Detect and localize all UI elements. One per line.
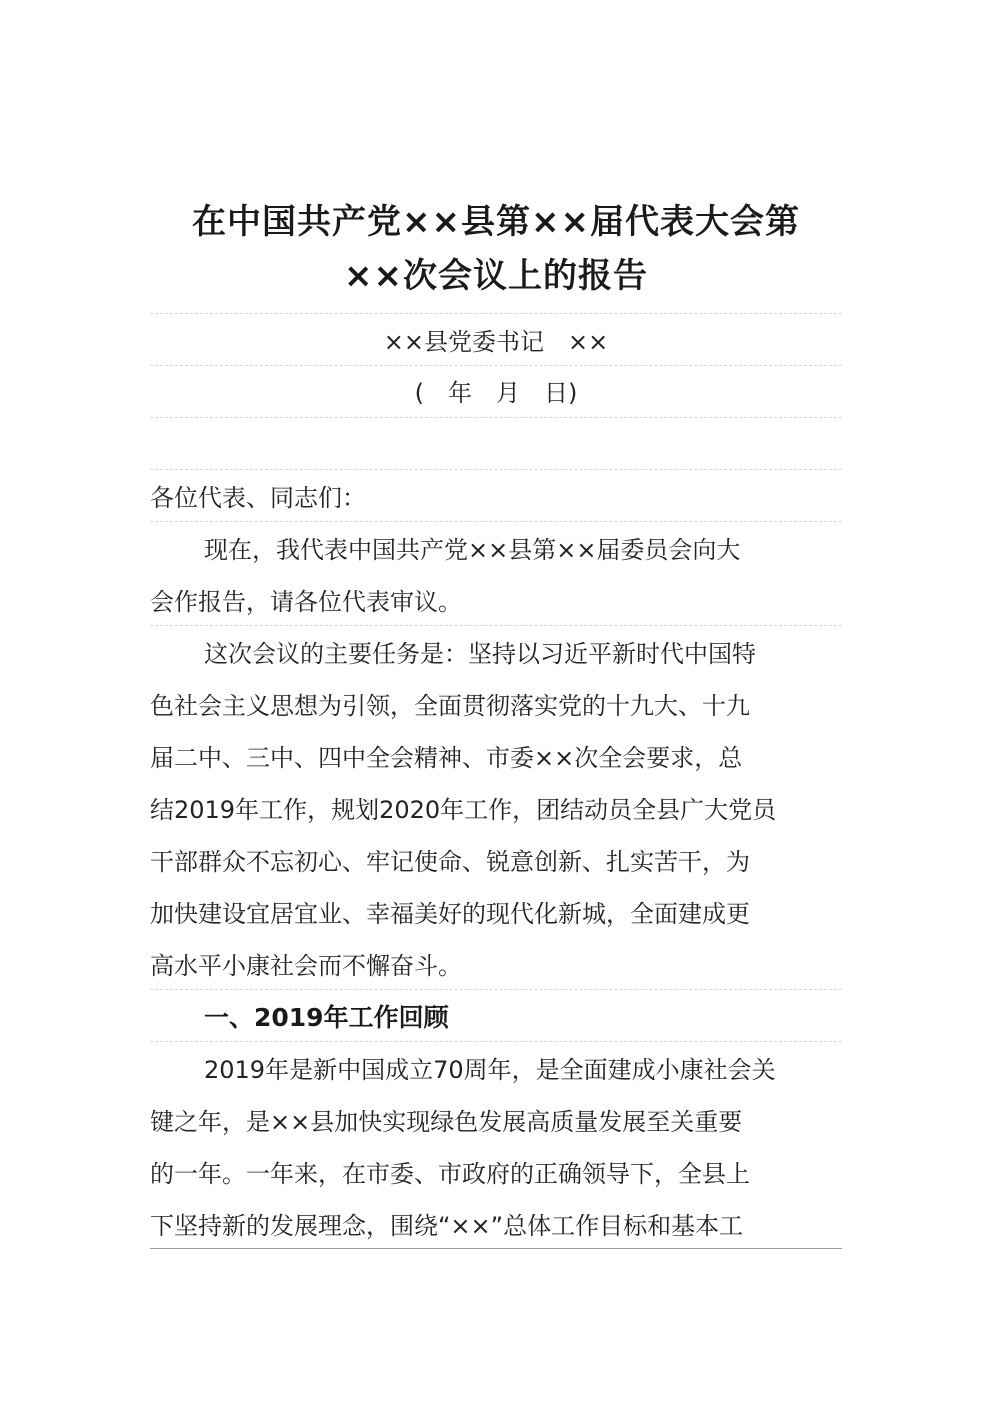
table-rule [150, 469, 842, 470]
paragraph-line: 键之年，是××县加快实现绿色发展高质量发展至关重要 [150, 1108, 743, 1136]
table-rule [150, 989, 842, 990]
report-title [150, 195, 842, 303]
paragraph-line: 高水平小康社会而不懈奋斗。 [150, 952, 462, 980]
paragraph-line: 会作报告，请各位代表审议。 [150, 588, 462, 616]
paragraph-line: 色社会主义思想为引领，全面贯彻落实党的十九大、十九 [150, 692, 750, 720]
table-rule [150, 313, 842, 314]
paragraph-line: 这次会议的主要任务是：坚持以习近平新时代中国特 [204, 640, 756, 668]
table-rule [150, 521, 842, 522]
title-line-1: 在中国共产党××县第××届代表大会第 [192, 201, 800, 242]
title-line-2: ××次会议上的报告 [344, 255, 648, 296]
table-rule [150, 365, 842, 366]
tasks-paragraph [150, 628, 842, 992]
table-rule [150, 417, 842, 418]
table-rule [150, 625, 842, 626]
paragraph-line: 结2019年工作，规划2020年工作，团结动员全县广大党员 [150, 796, 777, 824]
paragraph-line: 下坚持新的发展理念，围绕“××”总体工作目标和基本工 [150, 1212, 744, 1240]
intro-paragraph [150, 524, 842, 628]
date-line: ( 年 月 日) [414, 379, 578, 407]
salutation: 各位代表、同志们： [150, 484, 366, 512]
table-rule [150, 1041, 842, 1042]
paragraph-line: 2019年是新中国成立70周年，是全面建成小康社会关 [204, 1056, 776, 1084]
paragraph-line: 届二中、三中、四中全会精神、市委××次全会要求，总 [150, 744, 743, 772]
paragraph-line: 现在，我代表中国共产党××县第××届委员会向大 [204, 536, 741, 564]
paragraph-line: 干部群众不忘初心、牢记使命、锐意创新、扎实苦干，为 [150, 848, 750, 876]
section-heading: 一、2019年工作回顾 [204, 1003, 449, 1032]
author-line: ××县党委书记 ×× [383, 328, 609, 356]
review-paragraph [150, 1044, 842, 1252]
paragraph-line: 的一年。一年来，在市委、市政府的正确领导下，全县上 [150, 1160, 750, 1188]
bottom-rule [150, 1248, 842, 1249]
paragraph-line: 加快建设宜居宜业、幸福美好的现代化新城，全面建成更 [150, 900, 750, 928]
